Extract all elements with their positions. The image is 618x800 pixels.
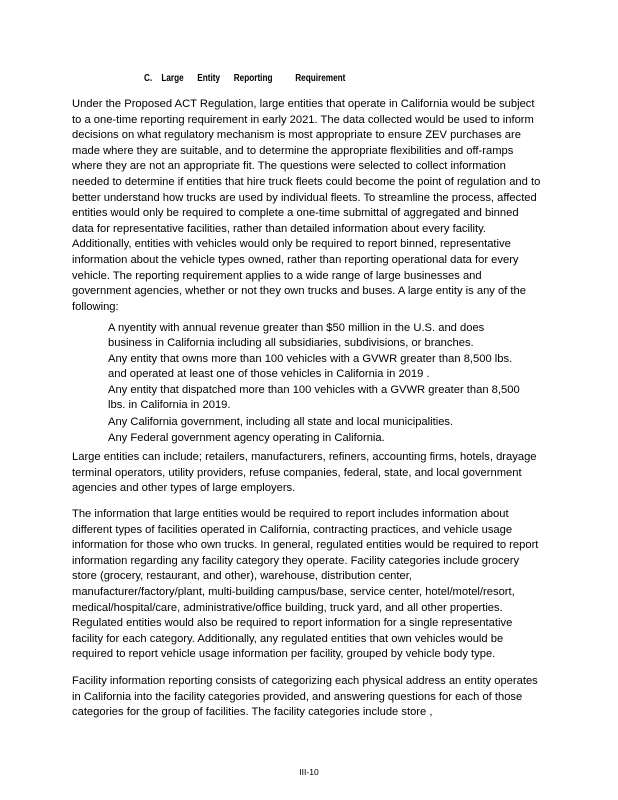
page-number: III-10 bbox=[299, 767, 319, 777]
section-heading: C. Large Entity Reporting Requirement bbox=[144, 73, 346, 84]
paragraph-facility-reporting: Facility information reporting consists of categorizing each physical address an entity operates in California into the facility categories provided, and answering questions for each of those categories for the group of facilities. The facility categories include store , bbox=[72, 675, 538, 719]
list-item bbox=[88, 383, 528, 412]
entity-criteria-list bbox=[88, 321, 528, 448]
bullet-icon bbox=[88, 431, 108, 446]
bullet-icon bbox=[88, 415, 108, 430]
bullet-icon bbox=[88, 383, 108, 412]
list-item-text: A nyentity with annual revenue greater than $50 million in the U.S. and does business in California including all subsidiaries, subdivisions, or branches. bbox=[108, 322, 485, 349]
bullet-icon bbox=[88, 321, 108, 350]
list-item bbox=[88, 415, 528, 430]
list-item-text: Any California government, including all state and local municipalities. bbox=[108, 415, 454, 428]
list-item bbox=[88, 352, 528, 381]
list-item-text: Any entity that dispatched more than 100 vehicles with a GVWR greater than 8,500 lbs. in California in 2019. bbox=[108, 384, 520, 411]
paragraph-intro: Under the Proposed ACT Regulation, large entities that operate in California would be subject to a one-time reporting requirement in early 2021. The data collected would be used to inform decisions on what regulatory mechanism is most appropriate to ensure ZEV purchases are made where they are suitable, and to determine the appropriate flexibilities and off-ramps where they are not an appropriate fit. The questions were selected to collect information needed to determine if entities that hire truck fleets could become the point of regulation and to better understand how trucks are used by individual fleets. To streamline the process, affected entities would only be required to complete a one-time submittal of aggregated and binned data for representative facilities, rather than detailed information about every facility. Additionally, entities with vehicles would only be required to report binned, representative information about the vehicle types owned, rather than reporting operational data for every vehicle. The reporting requirement applies to a wide range of large businesses and government agencies, whether or not they own trucks and buses. A large entity is any of the following: bbox=[72, 98, 541, 313]
paragraph-information: The information that large entities would be required to report includes information about different types of facilities operated in California, contracting practices, and vehicle usage information for those who own trucks. In general, regulated entities would be required to report information regarding any facility category they operate. Facility categories include grocery store (grocery, restaurant, and other), warehouse, distribution center, manufacturer/factory/plant, multi-building campus/base, service center, hotel/motel/resort, medical/hospital/care, administrative/office building, truck yard, and all other properties. Regulated entities would also be required to report information for a single representative facility for each category. Additionally, any regulated entities that own vehicles would be required to report vehicle usage information per facility, grouped by vehicle body type. bbox=[72, 508, 539, 661]
bullet-icon bbox=[88, 352, 108, 381]
list-item bbox=[88, 431, 528, 446]
list-item-text: Any entity that owns more than 100 vehicles with a GVWR greater than 8,500 lbs. and operated at least one of those vehicles in California in 2019 . bbox=[108, 353, 513, 380]
list-item-text: Any Federal government agency operating in California. bbox=[108, 432, 385, 445]
paragraph-examples: Large entities can include; retailers, manufacturers, refiners, accounting firms, hotels, drayage terminal operators, utility providers, refuse companies, federal, state, and local government agencies and other types of large employers. bbox=[72, 451, 537, 495]
list-item bbox=[88, 321, 528, 350]
